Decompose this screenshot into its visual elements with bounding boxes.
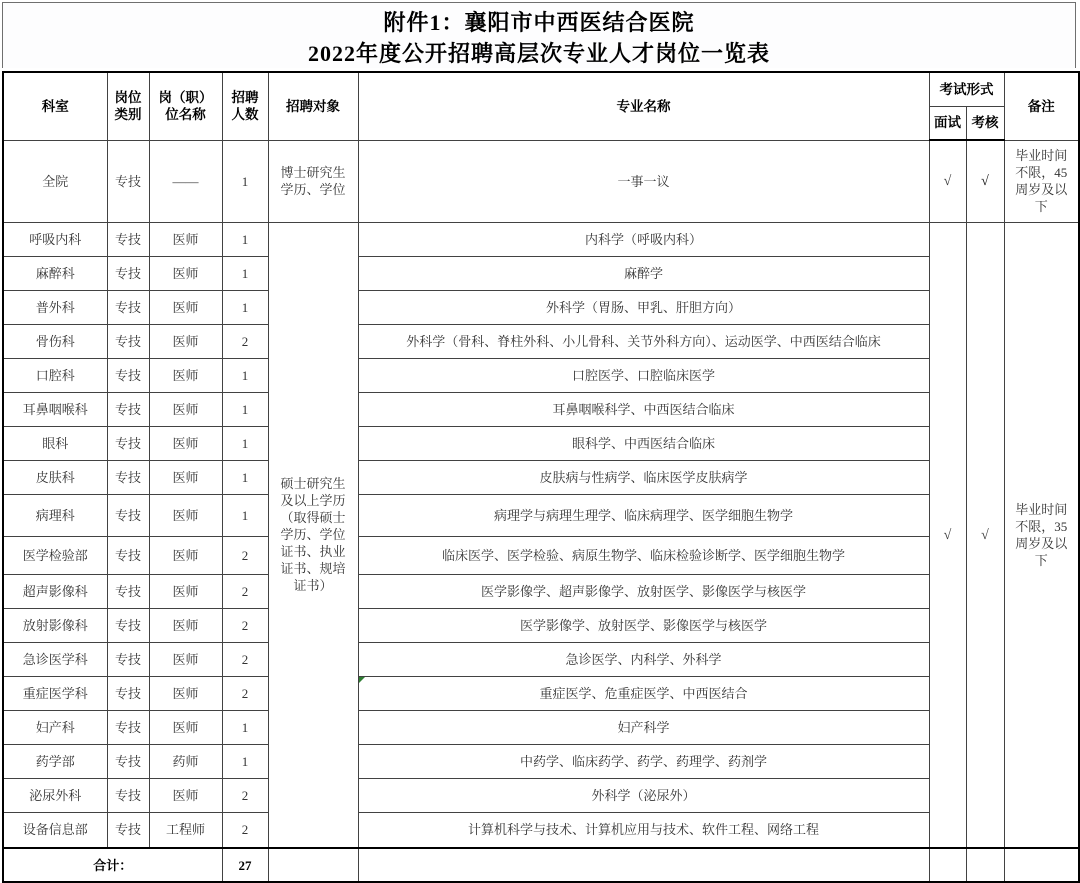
count-cell: 1 bbox=[222, 460, 268, 494]
category-cell: 专技 bbox=[107, 676, 149, 710]
dept-cell: 眼科 bbox=[3, 426, 107, 460]
dept-cell: 骨伤科 bbox=[3, 324, 107, 358]
category-cell: 专技 bbox=[107, 358, 149, 392]
count-cell: 1 bbox=[222, 392, 268, 426]
table-row bbox=[3, 324, 1079, 358]
interview-check-cell bbox=[929, 140, 966, 222]
category-cell: 专技 bbox=[107, 222, 149, 256]
position-cell: 医师 bbox=[149, 256, 222, 290]
table-row bbox=[3, 392, 1079, 426]
major-cell: 中药学、临床药学、药学、药理学、药剂学 bbox=[358, 744, 929, 778]
position-cell: 医师 bbox=[149, 676, 222, 710]
major-cell: 外科学（泌尿外） bbox=[358, 778, 929, 812]
dept-cell: 口腔科 bbox=[3, 358, 107, 392]
dept-cell: 放射影像科 bbox=[3, 608, 107, 642]
table-row bbox=[3, 744, 1079, 778]
position-cell: 医师 bbox=[149, 392, 222, 426]
position-cell: 医师 bbox=[149, 608, 222, 642]
checkmark-icon: √ bbox=[981, 174, 989, 190]
major-cell: 麻醉学 bbox=[358, 256, 929, 290]
category-cell: 专技 bbox=[107, 426, 149, 460]
col-header-category-label: 岗位类别 bbox=[114, 90, 142, 123]
checkmark-icon: √ bbox=[981, 527, 989, 543]
table-row bbox=[3, 710, 1079, 744]
major-text: 重症医学、危重症医学、中西医结合 bbox=[539, 685, 748, 701]
title-line-2: 2022年度公开招聘高层次专业人才岗位一览表 bbox=[307, 41, 770, 66]
dept-cell: 麻醉科 bbox=[3, 256, 107, 290]
count-cell: 2 bbox=[222, 778, 268, 812]
count-cell: 1 bbox=[222, 426, 268, 460]
major-cell: 外科学（胃肠、甲乳、肝胆方向） bbox=[358, 290, 929, 324]
checkmark-icon: √ bbox=[943, 174, 952, 190]
col-header-interview: 面试 bbox=[929, 106, 966, 140]
table-row bbox=[3, 574, 1079, 608]
col-header-count-label: 招聘人数 bbox=[231, 90, 259, 123]
interview-check-cell bbox=[929, 222, 966, 848]
col-header-category bbox=[107, 72, 149, 140]
major-cell: 内科学（呼吸内科） bbox=[358, 222, 929, 256]
table-row bbox=[3, 676, 1079, 710]
col-header-major: 专业名称 bbox=[358, 72, 929, 140]
count-cell: 1 bbox=[222, 358, 268, 392]
target-text: 博士研究生学历、学位 bbox=[280, 165, 346, 197]
count-cell: 2 bbox=[222, 536, 268, 574]
category-cell: 专技 bbox=[107, 710, 149, 744]
category-cell: 专技 bbox=[107, 140, 149, 222]
count-cell: 2 bbox=[222, 324, 268, 358]
major-cell: 外科学（骨科、脊柱外科、小儿骨科、关节外科方向）、运动医学、中西医结合临床 bbox=[358, 324, 929, 358]
dept-cell: 呼吸内科 bbox=[3, 222, 107, 256]
major-cell: 医学影像学、超声影像学、放射医学、影像医学与核医学 bbox=[358, 574, 929, 608]
col-header-remark: 备注 bbox=[1004, 72, 1079, 140]
position-cell: 药师 bbox=[149, 744, 222, 778]
title-line-1: 附件1：襄阳市中西医结合医院 bbox=[383, 10, 695, 35]
count-cell: 2 bbox=[222, 608, 268, 642]
count-cell: 2 bbox=[222, 676, 268, 710]
major-cell: 计算机科学与技术、计算机应用与技术、软件工程、网络工程 bbox=[358, 812, 929, 848]
dept-cell: 全院 bbox=[3, 140, 107, 222]
table-row bbox=[3, 494, 1079, 536]
dept-cell: 耳鼻咽喉科 bbox=[3, 392, 107, 426]
dept-cell: 病理科 bbox=[3, 494, 107, 536]
category-cell: 专技 bbox=[107, 608, 149, 642]
category-cell: 专技 bbox=[107, 392, 149, 426]
table-row bbox=[3, 290, 1079, 324]
category-cell: 专技 bbox=[107, 460, 149, 494]
col-header-exam-form: 考试形式 bbox=[929, 72, 1004, 106]
major-cell: 口腔医学、口腔临床医学 bbox=[358, 358, 929, 392]
dept-cell: 医学检验部 bbox=[3, 536, 107, 574]
assessment-check-cell bbox=[966, 222, 1004, 848]
major-cell: 妇产科学 bbox=[358, 710, 929, 744]
dept-cell: 急诊医学科 bbox=[3, 642, 107, 676]
position-cell: 医师 bbox=[149, 494, 222, 536]
total-count-cell: 27 bbox=[222, 848, 268, 882]
count-cell: 2 bbox=[222, 574, 268, 608]
dept-cell: 普外科 bbox=[3, 290, 107, 324]
category-cell: 专技 bbox=[107, 744, 149, 778]
category-cell: 专技 bbox=[107, 778, 149, 812]
category-cell: 专技 bbox=[107, 494, 149, 536]
major-cell: 皮肤病与性病学、临床医学皮肤病学 bbox=[358, 460, 929, 494]
dept-cell: 超声影像科 bbox=[3, 574, 107, 608]
count-cell: 1 bbox=[222, 222, 268, 256]
category-cell: 专技 bbox=[107, 290, 149, 324]
count-cell: 1 bbox=[222, 256, 268, 290]
table-row-doctor bbox=[3, 140, 1079, 222]
position-cell: 医师 bbox=[149, 358, 222, 392]
major-cell: 眼科学、中西医结合临床 bbox=[358, 426, 929, 460]
target-cell-master-group bbox=[268, 222, 358, 848]
count-cell: 1 bbox=[222, 140, 268, 222]
col-header-position bbox=[149, 72, 222, 140]
position-cell: 医师 bbox=[149, 778, 222, 812]
position-cell: 医师 bbox=[149, 290, 222, 324]
table-row bbox=[3, 608, 1079, 642]
total-label-cell: 合计： bbox=[3, 848, 222, 882]
target-text: 硕士研究生及以上学历（取得硕士学历、学位证书、执业证书、规培证书） bbox=[280, 476, 346, 594]
dept-cell: 重症医学科 bbox=[3, 676, 107, 710]
dept-cell: 设备信息部 bbox=[3, 812, 107, 848]
col-header-dept: 科室 bbox=[3, 72, 107, 140]
category-cell: 专技 bbox=[107, 324, 149, 358]
remark-cell-master-group bbox=[1004, 222, 1079, 848]
dept-cell: 皮肤科 bbox=[3, 460, 107, 494]
count-cell: 1 bbox=[222, 744, 268, 778]
remark-text: 毕业时间不限，35周岁及以下 bbox=[1015, 501, 1068, 568]
checkmark-icon: √ bbox=[943, 527, 952, 543]
position-cell: 医师 bbox=[149, 536, 222, 574]
table-row bbox=[3, 426, 1079, 460]
dept-cell: 妇产科 bbox=[3, 710, 107, 744]
position-cell: 工程师 bbox=[149, 812, 222, 848]
col-header-assessment: 考核 bbox=[966, 106, 1004, 140]
position-cell: 医师 bbox=[149, 460, 222, 494]
major-cell: 耳鼻咽喉科学、中西医结合临床 bbox=[358, 392, 929, 426]
major-cell: 临床医学、医学检验、病原生物学、临床检验诊断学、医学细胞生物学 bbox=[358, 536, 929, 574]
recruitment-table bbox=[2, 71, 1080, 883]
assessment-check-cell bbox=[966, 140, 1004, 222]
table-row bbox=[3, 536, 1079, 574]
dept-cell: 泌尿外科 bbox=[3, 778, 107, 812]
table-row bbox=[3, 812, 1079, 848]
col-header-target: 招聘对象 bbox=[268, 72, 358, 140]
count-cell: 1 bbox=[222, 494, 268, 536]
category-cell: 专技 bbox=[107, 536, 149, 574]
remark-text: 毕业时间不限，45周岁及以下 bbox=[1015, 148, 1068, 214]
major-cell: 急诊医学、内科学、外科学 bbox=[358, 642, 929, 676]
document-title-box bbox=[2, 2, 1076, 68]
position-cell: 医师 bbox=[149, 574, 222, 608]
header-row-1 bbox=[3, 72, 1079, 106]
position-cell: 医师 bbox=[149, 710, 222, 744]
count-cell: 1 bbox=[222, 710, 268, 744]
position-cell: 医师 bbox=[149, 642, 222, 676]
col-header-position-label: 岗（职）位名称 bbox=[158, 90, 213, 123]
cell-corner-marker bbox=[359, 677, 365, 683]
category-cell: 专技 bbox=[107, 256, 149, 290]
count-cell: 1 bbox=[222, 290, 268, 324]
category-cell: 专技 bbox=[107, 642, 149, 676]
table-row bbox=[3, 460, 1079, 494]
major-cell: 一事一议 bbox=[358, 140, 929, 222]
major-cell: 医学影像学、放射医学、影像医学与核医学 bbox=[358, 608, 929, 642]
table-row bbox=[3, 256, 1079, 290]
table-row bbox=[3, 642, 1079, 676]
position-cell: —— bbox=[149, 140, 222, 222]
target-cell-doctor bbox=[268, 140, 358, 222]
category-cell: 专技 bbox=[107, 574, 149, 608]
position-cell: 医师 bbox=[149, 222, 222, 256]
position-cell: 医师 bbox=[149, 426, 222, 460]
position-cell: 医师 bbox=[149, 324, 222, 358]
count-cell: 2 bbox=[222, 812, 268, 848]
major-cell: 病理学与病理生理学、临床病理学、医学细胞生物学 bbox=[358, 494, 929, 536]
category-cell: 专技 bbox=[107, 812, 149, 848]
major-cell bbox=[358, 676, 929, 710]
col-header-count bbox=[222, 72, 268, 140]
table-row bbox=[3, 778, 1079, 812]
dept-cell: 药学部 bbox=[3, 744, 107, 778]
count-cell: 2 bbox=[222, 642, 268, 676]
remark-cell-doctor bbox=[1004, 140, 1079, 222]
table-row bbox=[3, 222, 1079, 256]
table-row bbox=[3, 358, 1079, 392]
